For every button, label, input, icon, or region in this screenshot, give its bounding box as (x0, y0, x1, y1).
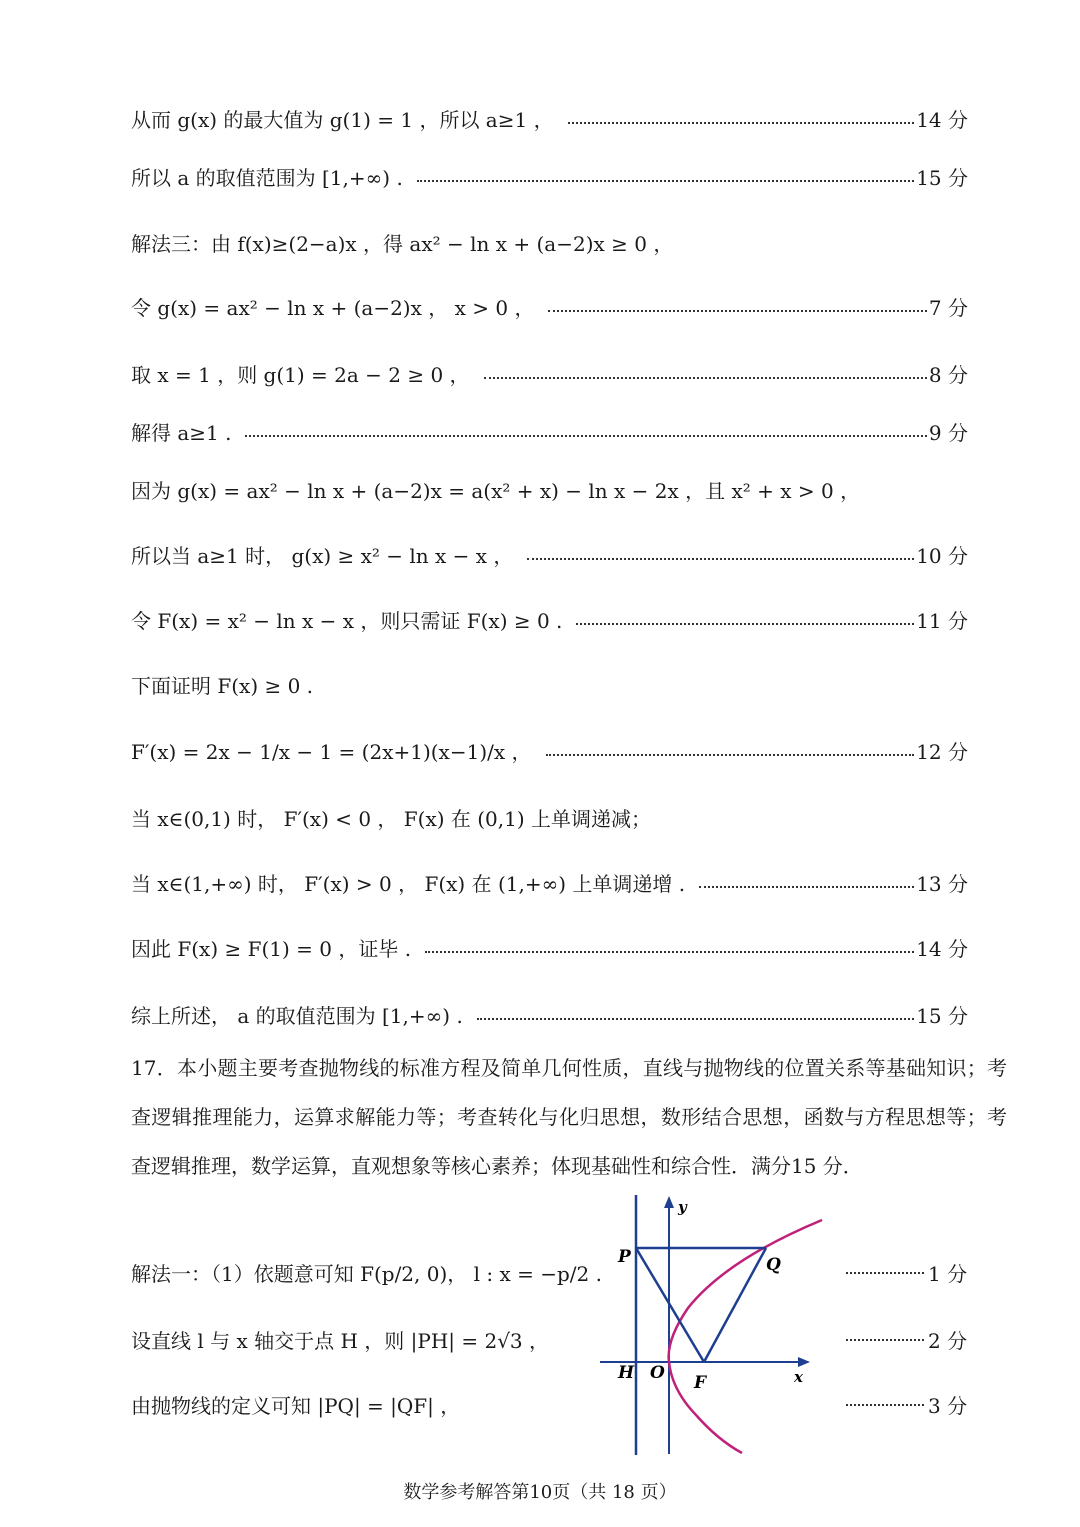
line-3 (131, 228, 673, 257)
label-H: H (618, 1363, 635, 1383)
line-text: 设直线 l 与 x 轴交于点 H ，则 |PH| = 2√3 ， (131, 1329, 550, 1353)
line-text: 因此 F(x) ≥ F(1) = 0 ，证毕 . (131, 937, 412, 961)
line-text: 由抛物线的定义可知 |PQ| = |QF| ， (131, 1394, 461, 1418)
leader-dots (484, 377, 927, 379)
x-axis-arrow (798, 1357, 810, 1367)
label-x: x (794, 1368, 803, 1386)
line-12 (131, 803, 651, 832)
score-label: 8 分 (928, 363, 968, 387)
line-text: F′(x) = 2x − 1/x − 1 = (2x+1)(x−1)/x ， (131, 740, 532, 764)
leader-dots (417, 180, 914, 182)
line-11 (131, 736, 968, 765)
line-text: 因为 g(x) = ax² − ln x + (a−2)x = a(x² + x) − ln x − 2x ，且 x² + x > 0 ， (131, 479, 861, 503)
p17-step-1 (131, 1258, 602, 1287)
line-text: 令 g(x) = ax² − ln x + (a−2)x ， x > 0 ， (131, 296, 535, 320)
leader-dots (568, 122, 915, 124)
line-text: 当 x∈(0,1) 时， F′(x) < 0 ， F(x) 在 (0,1) 上单调递减； (131, 807, 652, 831)
line-text: 解得 a≥1 . (131, 421, 232, 445)
score-label: 1 分 (928, 1262, 968, 1286)
leader-dots (576, 623, 914, 625)
score-label: 13 分 (916, 872, 968, 896)
line-text: 下面证明 F(x) ≥ 0 . (131, 674, 314, 698)
line-13 (131, 868, 968, 897)
score-label: 15 分 (916, 1004, 968, 1028)
line-text: 令 F(x) = x² − ln x − x ，则只需证 F(x) ≥ 0 . (131, 609, 563, 633)
parabola-figure (596, 1190, 830, 1458)
label-F: F (694, 1373, 707, 1393)
p17-step-2 (131, 1325, 549, 1354)
label-y: y (678, 1198, 687, 1216)
label-P: P (618, 1247, 631, 1267)
leader-dots (245, 435, 926, 437)
label-O: O (650, 1363, 665, 1383)
score-label: 10 分 (916, 544, 968, 568)
line-text: 取 x = 1 ，则 g(1) = 2a − 2 ≥ 0 ， (131, 363, 470, 387)
line-15 (131, 1000, 968, 1029)
score-label: 15 分 (916, 166, 968, 190)
leader-dots (548, 310, 926, 312)
line-text: 解法三：由 f(x)≥(2−a)x ，得 ax² − ln x + (a−2)x ≥ 0 ， (131, 232, 674, 256)
page-footer: 数学参考解答第10页（共 18 页） (403, 1482, 677, 1503)
leader-dots (546, 754, 915, 756)
leader-dots (846, 1404, 924, 1406)
score-label: 11 分 (916, 609, 968, 633)
score-label: 3 分 (928, 1394, 968, 1418)
line-9 (131, 605, 968, 634)
leader-dots (527, 558, 914, 560)
line-7 (131, 475, 860, 504)
line-2 (131, 162, 968, 191)
score-label: 14 分 (916, 108, 968, 132)
leader-dots (477, 1018, 914, 1020)
parabola-curve (669, 1220, 822, 1453)
line-text: 从而 g(x) 的最大值为 g(1) = 1 ，所以 a≥1 ， (131, 108, 554, 132)
line-8 (131, 540, 968, 569)
line-5 (131, 359, 968, 388)
score-label: 12 分 (916, 740, 968, 764)
y-axis-arrow (664, 1196, 674, 1208)
score-label: 2 分 (928, 1329, 968, 1353)
line-1 (131, 104, 968, 133)
leader-dots (699, 886, 914, 888)
line-4 (131, 292, 968, 321)
score-label: 9 分 (928, 421, 968, 445)
line-text: 综上所述， a 的取值范围为 [1,+∞) . (131, 1004, 463, 1028)
line-text: 所以当 a≥1 时， g(x) ≥ x² − ln x − x ， (131, 544, 514, 568)
score-label: 7 分 (928, 296, 968, 320)
line-text: 所以 a 的取值范围为 [1,+∞) . (131, 166, 403, 190)
leader-dots (846, 1339, 924, 1341)
leader-dots (846, 1272, 924, 1274)
line-6 (131, 417, 968, 446)
label-Q: Q (766, 1255, 781, 1275)
score-label: 14 分 (916, 937, 968, 961)
leader-dots (425, 951, 914, 953)
line-10 (131, 670, 313, 699)
problem17-intro: 17．本小题主要考查抛物线的标准方程及简单几何性质，直线与抛物线的位置关系等基础知识；考查逻辑推理能力，运算求解能力等；考查转化与化归思想，数形结合思想，函数与方程思想等；考查逻辑推理，数学运算，直观想象等核心素养；体现基础性和综合性．满分15 分． (131, 1056, 1007, 1178)
line-text: 解法一：（1）依题意可知 F(p/2, 0)， l : x = −p/2 . (131, 1262, 602, 1286)
p17-step-3 (131, 1390, 460, 1419)
line-14 (131, 933, 968, 962)
line-text: 当 x∈(1,+∞) 时， F′(x) > 0 ， F(x) 在 (1,+∞) 上单调递增 . (131, 872, 686, 896)
